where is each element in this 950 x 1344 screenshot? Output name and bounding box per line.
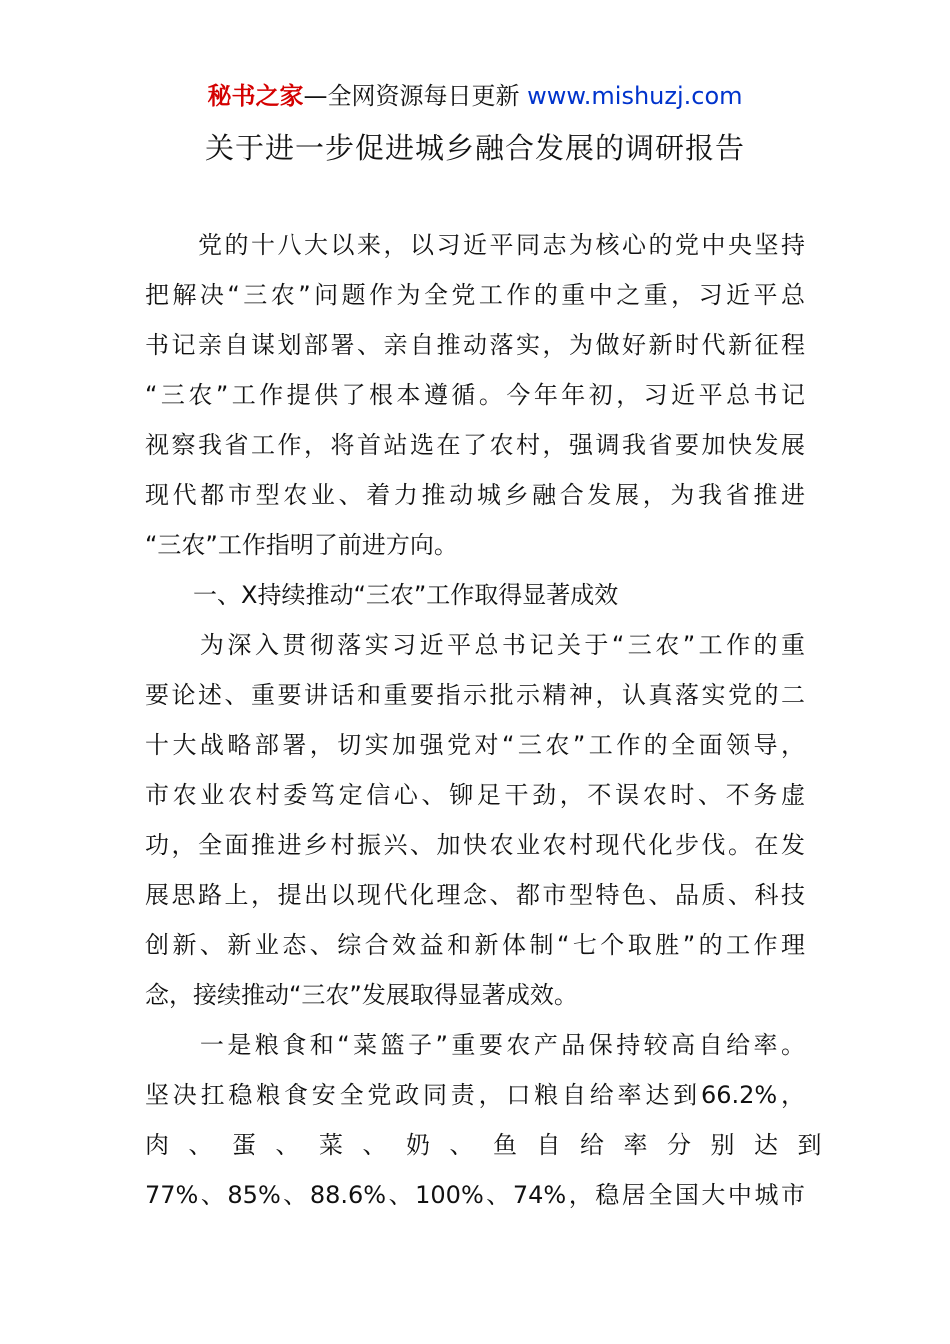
- text-line: “三农”工作指明了前进方向。: [145, 531, 458, 559]
- text-line: 书记亲自谋划部署、亲自推动落实，为做好新时代新征程: [145, 331, 805, 359]
- text-line: 十大战略部署，切实加强党对“三农”工作的全面领导，: [145, 731, 805, 759]
- text-line: 党的十八大以来，以习近平同志为核心的党中央坚持: [145, 231, 805, 259]
- site-header: [0, 81, 950, 111]
- text-line: 创新、新业态、综合效益和新体制“七个取胜”的工作理: [145, 931, 805, 959]
- text-line: 念，接续推动“三农”发展取得显著成效。: [145, 981, 578, 1009]
- header-slogan: —全网资源每日更新: [303, 82, 528, 110]
- text-line: 坚决扛稳粮食安全党政同责，口粮自给率达到66.2%，: [145, 1081, 805, 1109]
- document-title: 关于进一步促进城乡融合发展的调研报告: [204, 131, 745, 165]
- text-line: 展思路上，提出以现代化理念、都市型特色、品质、科技: [145, 881, 805, 909]
- text-line: 要论述、重要讲话和重要指示批示精神，认真落实党的二: [145, 681, 805, 709]
- text-line: “三农”工作提供了根本遵循。今年年初，习近平总书记: [145, 381, 805, 409]
- document-body: [145, 220, 841, 1220]
- text-line: 市农业农村委笃定信心、铆足干劲，不误农时、不务虚: [145, 781, 805, 809]
- brand-name: 秘书之家: [207, 82, 304, 110]
- text-line: 现代都市型农业、着力推动城乡融合发展，为我省推进: [145, 481, 805, 509]
- text-line: 一、X持续推动“三农”工作取得显著成效: [145, 581, 619, 609]
- text-line: 肉、蛋、菜、奶、鱼自给率分别达到: [145, 1131, 841, 1159]
- text-line: 把解决“三农”问题作为全党工作的重中之重，习近平总: [145, 281, 805, 309]
- text-line: 视察我省工作，将首站选在了农村，强调我省要加快发展: [145, 431, 805, 459]
- header-url[interactable]: www.mishuzj.com: [527, 82, 743, 110]
- text-line: 功，全面推进乡村振兴、加快农业农村现代化步伐。在发: [145, 831, 805, 859]
- text-line: 77%、85%、88.6%、100%、74%，稳居全国大中城市: [145, 1181, 805, 1209]
- text-line: 为深入贯彻落实习近平总书记关于“三农”工作的重: [145, 631, 805, 659]
- text-line: 一是粮食和“菜篮子”重要农产品保持较高自给率。: [145, 1031, 805, 1059]
